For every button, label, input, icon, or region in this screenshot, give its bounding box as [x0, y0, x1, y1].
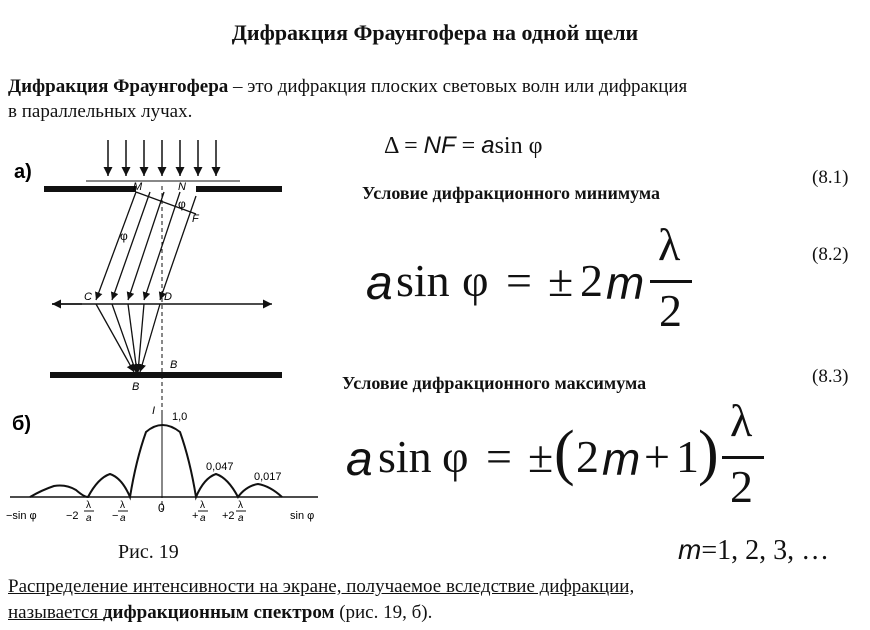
equation-number-8-3: (8.3)	[812, 366, 849, 387]
point-c: C	[84, 291, 92, 303]
intro-paragraph	[8, 74, 870, 124]
axis-right-end: sin φ	[290, 510, 315, 522]
sin-function: sin	[396, 255, 450, 306]
label-a: а)	[14, 161, 32, 183]
side-maximum-2: 0,017	[254, 471, 282, 483]
axis-zero: 0	[158, 501, 165, 515]
conclusion-line2-post: (рис. 19, б).	[334, 602, 433, 623]
diffraction-figure	[0, 130, 340, 530]
denominator: 2	[659, 285, 682, 336]
lambda-symbol: λ	[730, 395, 753, 446]
diffracted-rays	[96, 192, 196, 372]
equals-sign: =	[506, 255, 532, 306]
side-maximum-1: 0,047	[206, 461, 234, 473]
tick-plus-2-a: a	[238, 513, 244, 524]
tick-plus-1-lambda: λ	[200, 500, 205, 511]
a-symbol: a	[481, 132, 495, 159]
plus-minus-sign: ±	[548, 255, 574, 306]
intensity-curve	[30, 425, 282, 497]
tick-plus-1-num: +	[192, 510, 199, 522]
point-d: D	[164, 291, 172, 303]
equation-8-1	[384, 132, 542, 160]
open-paren: (	[554, 419, 575, 487]
slit-screen-left	[44, 186, 136, 192]
equals-sign: =	[486, 431, 512, 482]
tick-minus-2-num: −2	[66, 510, 79, 522]
slit-screen-right	[196, 186, 282, 192]
intro-text: – это дифракция плоских световых волн или дифракция	[228, 76, 688, 97]
phi-symbol: φ	[528, 133, 543, 159]
tick-minus-1-num: −	[112, 510, 119, 522]
a-symbol: a	[346, 433, 373, 486]
denominator: 2	[730, 461, 753, 512]
equation-number-8-1: (8.1)	[812, 167, 849, 188]
maximum-condition-label: Условие дифракционного максимума	[342, 373, 647, 393]
observation-screen	[50, 372, 282, 378]
page-title: Дифракция Фраунгофера на одной щели	[231, 20, 639, 45]
tick-plus-2-lambda: λ	[238, 500, 243, 511]
m-symbol: m	[602, 433, 641, 485]
conclusion-line2-pre: называется	[8, 602, 103, 623]
equation-8-3	[346, 395, 766, 524]
tick-minus-1-a: a	[120, 513, 126, 524]
conclusion-paragraph	[8, 574, 870, 626]
equals-sign: =	[404, 133, 418, 159]
point-b: B	[132, 381, 140, 393]
incident-rays	[108, 140, 216, 176]
lambda-symbol: λ	[658, 219, 681, 270]
intro-term: Дифракция Фраунгофера	[8, 76, 229, 97]
m-values	[678, 534, 829, 567]
axis-left-end: −sin φ	[6, 510, 37, 522]
figure-caption: Рис. 19	[118, 541, 179, 563]
minimum-condition-label: Условие дифракционного минимума	[362, 183, 661, 203]
fraction-bar	[650, 280, 692, 283]
fraction-bar	[722, 456, 764, 459]
equation-number-8-2: (8.2)	[812, 244, 849, 265]
intensity-label: I	[152, 405, 156, 417]
point-n: N	[178, 181, 186, 193]
m-values-list: 1, 2, 3, …	[717, 535, 830, 566]
plus-minus-sign: ±	[528, 431, 554, 482]
intro-text-line2: в параллельных лучах.	[8, 101, 193, 122]
equation-8-2	[366, 219, 706, 346]
point-m: M	[133, 181, 143, 193]
phi-symbol: φ	[462, 255, 489, 306]
close-paren: )	[698, 419, 719, 487]
sin-function: sin	[494, 133, 523, 159]
tick-plus-2-num: +2	[222, 510, 235, 522]
nf-symbol: NF	[423, 132, 456, 159]
phi-top: φ	[178, 197, 186, 211]
plus-sign: +	[644, 431, 670, 482]
m-symbol: m	[678, 534, 702, 565]
two-digit: 2	[580, 255, 603, 306]
a-symbol: a	[366, 257, 393, 310]
one-digit: 1	[676, 431, 699, 482]
two-digit: 2	[576, 431, 599, 482]
equals-sign: =	[701, 535, 718, 566]
tick-minus-2-lambda: λ	[86, 500, 91, 511]
point-f: F	[192, 213, 199, 225]
phi-left: φ	[120, 229, 128, 243]
point-b-upper: B	[170, 359, 178, 371]
tick-minus-1-lambda: λ	[120, 500, 125, 511]
phi-symbol: φ	[442, 431, 469, 482]
label-b: б)	[12, 413, 32, 435]
conclusion-line1: Распределение интенсивности на экране, получаемое вследствие дифракции,	[8, 576, 635, 597]
tick-plus-1-a: a	[200, 513, 206, 524]
delta-symbol: Δ	[384, 133, 399, 159]
sin-function: sin	[378, 431, 432, 482]
tick-minus-2-a: a	[86, 513, 92, 524]
peak-value: 1,0	[172, 411, 188, 423]
conclusion-term: дифракционным спектром	[102, 602, 335, 623]
equals-sign: =	[461, 133, 476, 159]
m-symbol: m	[606, 257, 645, 309]
